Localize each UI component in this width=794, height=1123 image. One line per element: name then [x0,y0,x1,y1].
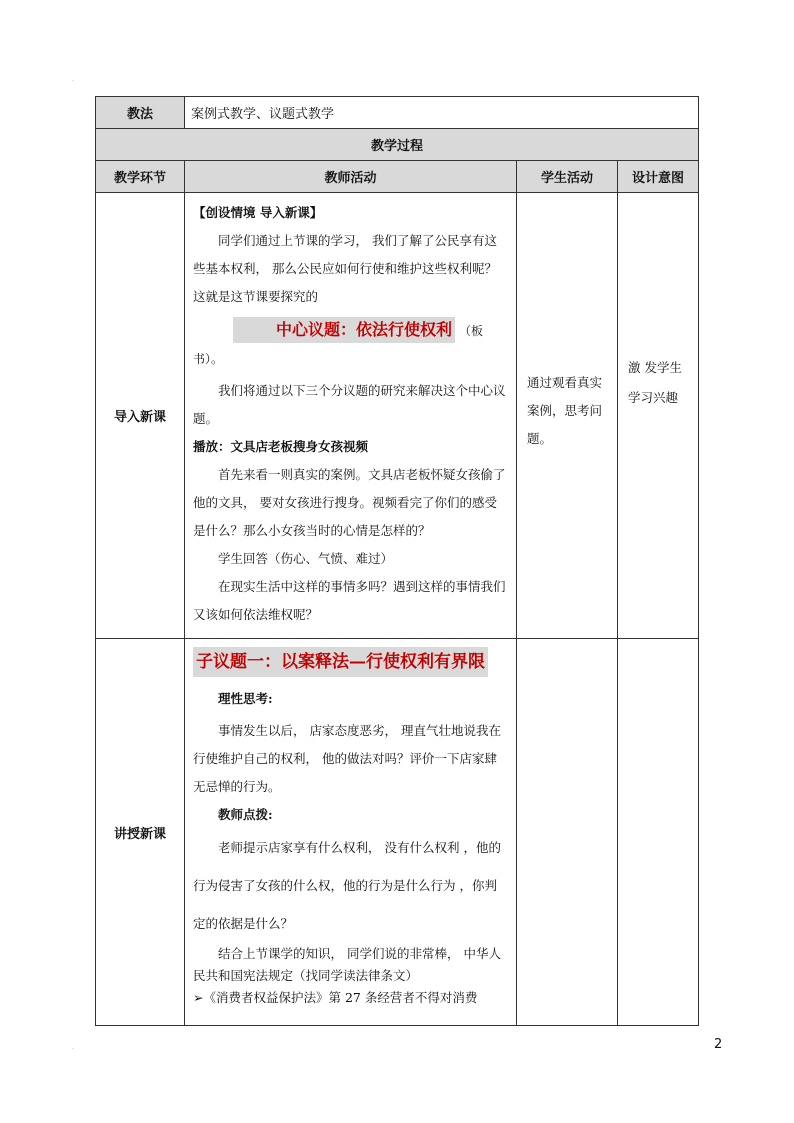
page-number: 2 [714,1037,723,1052]
constitution-paragraph: 结合上节课学的知识， 同学们说的非常棒， 中华人民共和国宪法规定（找同学读法律条文） [193,946,501,983]
sub-issue-intro: 我们将通过以下三个分议题的研究来解决这个中心议题。 [193,383,506,426]
stage-intro: 导入新课 [96,193,185,639]
method-label: 教法 [96,97,185,129]
student-answer: 学生回答（伤心、气愤、难过） [218,551,394,566]
student-activity-intro [517,193,618,639]
design-intent-text: 激 发学生学习兴趣 [628,360,682,405]
teacher-activity-new-lesson [185,639,517,1026]
think-label: 理性思考: [218,691,273,706]
column-header-intent: 设计意图 [618,161,699,193]
method-row [96,97,699,129]
new-lesson-row [96,639,699,1026]
design-intent-intro [618,193,699,639]
sub-issue-line [193,647,508,677]
column-header-row [96,161,699,193]
intro-row [96,193,699,639]
stage-new-lesson: 讲授新课 [96,639,185,1026]
case-paragraph: 首先来看一则真实的案例。文具店老板怀疑女孩偷了他的文具， 要对女孩进行搜身。视频看完了你们的感受是什么？那么小女孩当时的心情是怎样的？ [193,467,506,538]
column-header-stage: 教学环节 [96,161,185,193]
student-activity-text: 通过观看真实案例，思考问题。 [527,375,603,446]
play-video-label: 播放：文具店老板搜身女孩视频 [193,439,369,454]
corner-mark-bottom: · [72,1046,74,1053]
column-header-student: 学生活动 [517,161,618,193]
section-heading: 【创设情境 导入新课】 [193,205,323,220]
method-value: 案例式教学、议题式教学 [185,97,699,129]
corner-mark-top: · [72,78,74,85]
teacher-guidance-label: 教师点拨: [218,807,273,822]
lesson-plan-table [95,96,699,1026]
central-issue-line [193,317,508,373]
guidance-paragraph: 老师提示店家享有什么权利， 没有什么权利 ，他的行为侵害了女孩的什么权，他的行为是什么行为 ，你判定的依据是什么？ [193,840,501,931]
sub-issue-title: 子议题一：以案释法—行使权利有界限 [193,647,488,677]
design-intent-new-lesson [618,639,699,1026]
process-title-row [96,129,699,161]
teacher-activity-intro [185,193,517,639]
central-issue-title: 中心议题：依法行使权利 [233,317,455,343]
reflection-question: 在现实生活中这样的事情多吗？遇到这样的事情我们又该如何依法维权呢？ [193,579,506,622]
intro-paragraph: 同学们通过上节课的学习， 我们了解了公民享有这些基本权利， 那么公民应如何行使和维护这些权利呢？这就是这节课要探究的 [193,233,497,304]
think-paragraph: 事情发生以后， 店家态度恶劣， 理直气壮地说我在行使维护自己的权利， 他的做法对吗？评价一下店家肆无忌惮的行为。 [193,723,501,794]
column-header-teacher: 教师活动 [185,161,517,193]
law-article: ➢《消费者权益保护法》第 27 条经营者不得对消费 [193,990,478,1005]
board-note: （板书）。 [193,324,484,366]
student-activity-new-lesson [517,639,618,1026]
process-title: 教学过程 [96,129,699,161]
